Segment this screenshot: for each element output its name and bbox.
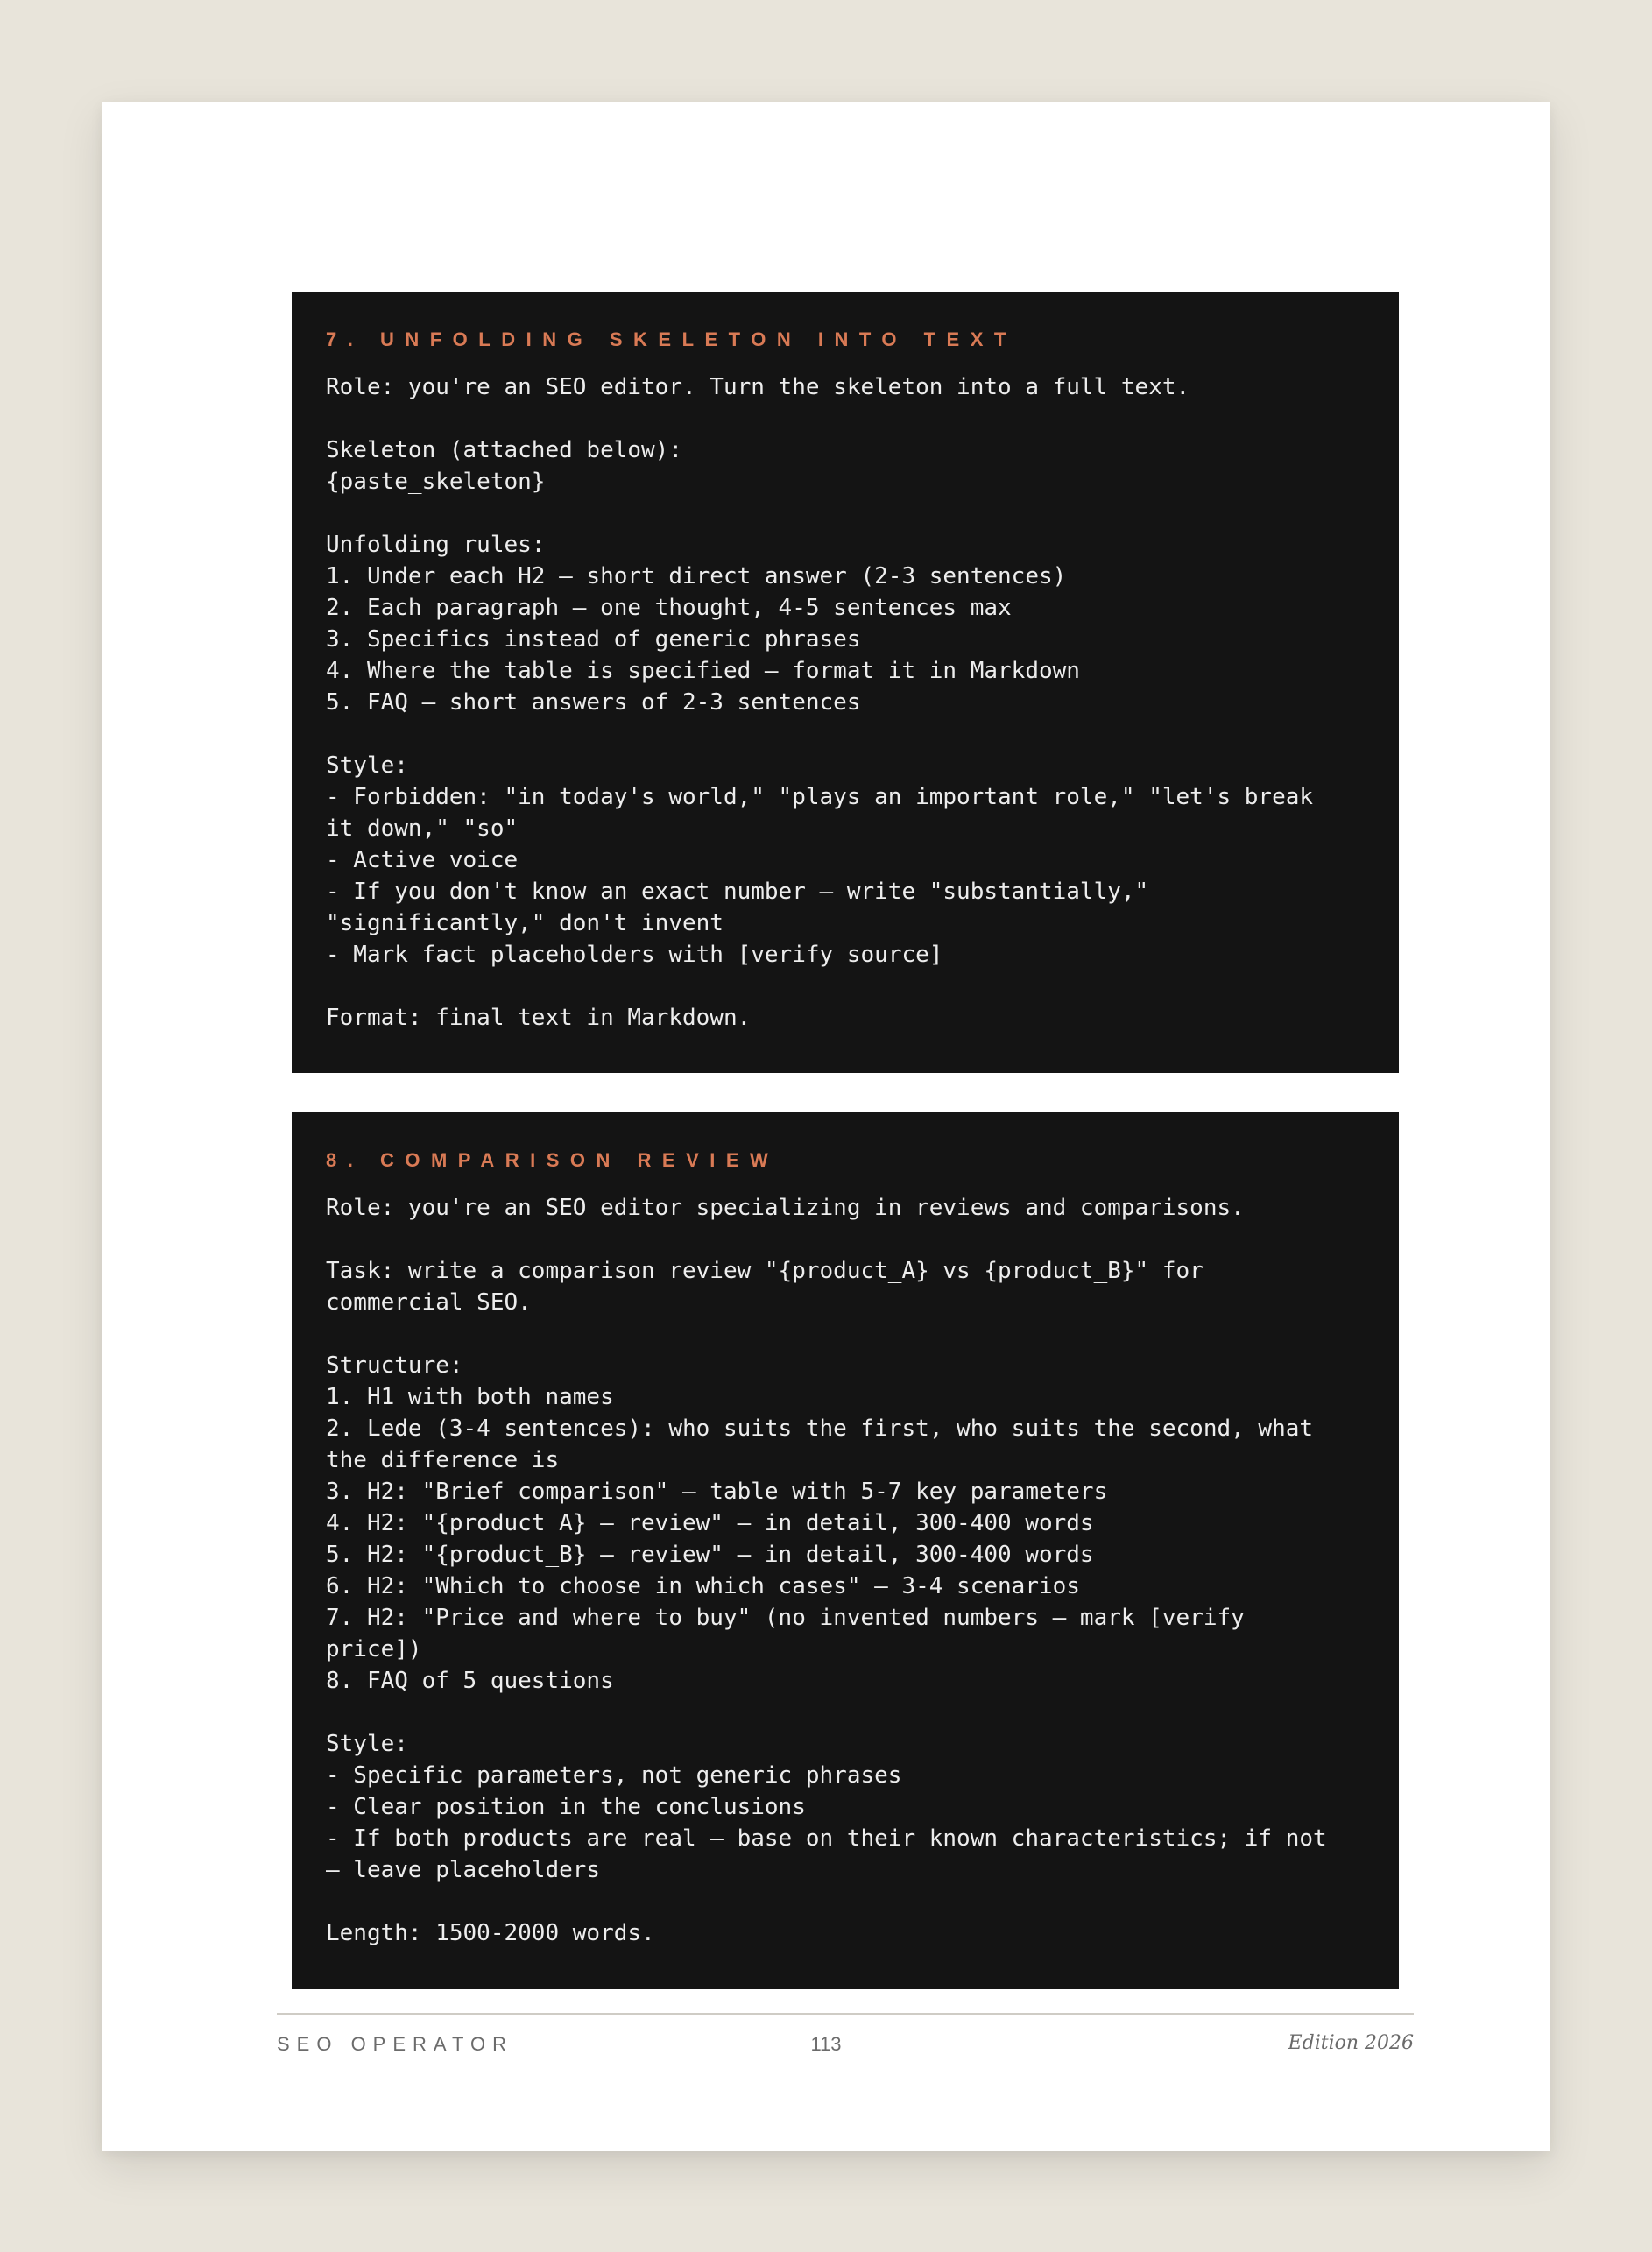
footer-running-title: SEO OPERATOR: [277, 2033, 514, 2055]
prompt-block-text: Role: you're an SEO editor. Turn the skeleton into a full text. Skeleton (attached below): {paste_skeleton} Unfolding rules: 1. Under each H2 — short direct answer (2-3 sentences) 2. Each paragraph — one thought, 4-5 sentences max 3. Specifics instead of generic phrases 4. Where the table is specified — format it in Markdown 5. FAQ — short answers of 2-3 sentences Style: - Forbidden: "in today's world," "plays an important role," "let's break it down," "so" - Active voice - If you don't know an exact number — write "substantially," "significantly," don't invent - Mark fact placeholders with [verify source] Format: final text in Markdown.: [326, 374, 1314, 1031]
footer-divider: [277, 2013, 1414, 2015]
prompt-block-text: Role: you're an SEO editor specializing in reviews and comparisons. Task: write a comparison review "{product_A} vs {product_B}" for commercial SEO. Structure: 1. H1 with both names 2. Lede (3-4 sentences): who suits the first, who suits the second, what the difference is 3. H2: "Brief comparison" — table with 5-7 key parameters 4. H2: "{product_A} — review" — in detail, 300-400 words 5. H2: "{product_B} — review" — in detail, 300-400 words 6. H2: "Which to choose in which cases" — 3-4 scenarios 7. H2: "Price and where to buy" (no invented numbers — mark [verify price]) 8. FAQ of 5 questions Style: - Specific parameters, not generic phrases - Clear position in the conclusions - If both products are real — base on their known characteristics; if not — leave placeholders Length: 1500-2000 words.: [326, 1195, 1327, 1946]
prompt-block-title: 8. COMPARISON REVIEW: [326, 1149, 780, 1171]
document-page: [102, 102, 1550, 2151]
prompt-block-comparison-review: [292, 1112, 1399, 1989]
prompt-block-unfolding-skeleton: [292, 292, 1399, 1073]
prompt-block-title: 7. UNFOLDING SKELETON INTO TEXT: [326, 328, 1017, 350]
page-number: 113: [810, 2033, 842, 2055]
footer-edition: Edition 2026: [1288, 2032, 1414, 2054]
